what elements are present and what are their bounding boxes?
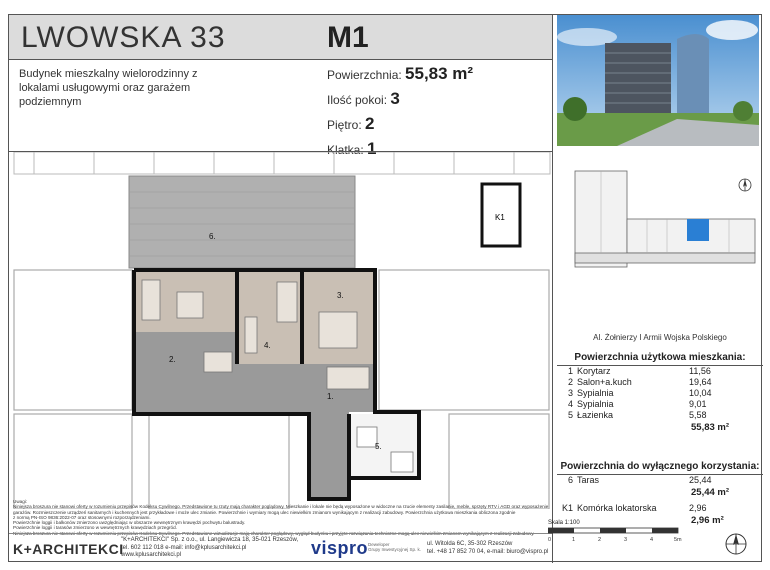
room-1-label: 1. [327, 392, 334, 401]
fact-area: Powierzchnia: 55,83 m² [327, 64, 474, 83]
unit-highlight [687, 219, 709, 241]
terrace-area [129, 176, 355, 268]
fact-rooms: Ilość pokoi: 3 [327, 89, 400, 108]
room-4-label: 4. [264, 341, 271, 350]
header-bar [9, 15, 552, 60]
floor-plan [9, 151, 552, 509]
exclusive-area-table [557, 461, 763, 527]
room-6-label: 6. [209, 232, 216, 241]
storage-k1-label: K1 [495, 213, 505, 222]
table-row: 4 Sypialnia 9,01 [567, 399, 707, 409]
room-2-label: 2. [169, 355, 176, 364]
storage-total: 2,96 m² [691, 515, 724, 526]
usable-area-title: Powierzchnia użytkowa mieszkania: [557, 352, 763, 366]
exclusive-area-title: Powierzchnia do wyłącznego korzystania: [557, 461, 763, 475]
table-row: 3 Sypialnia 10,04 [567, 388, 712, 398]
scale-bar [548, 520, 698, 550]
brochure-sheet [8, 14, 762, 562]
compass-icon [739, 179, 751, 191]
entry-floor [311, 412, 349, 497]
table-row: K1 Komórka lokatorska 2,96 [561, 503, 707, 513]
fact-staircase: Klatka: 1 [327, 139, 377, 158]
exclusive-area-total: 25,44 m² [691, 487, 730, 498]
scale-tick: 1 [572, 537, 576, 543]
table-row: 1 Korytarz 11,56 [567, 366, 711, 376]
table-row: 2 Salon+a.kuch 19,64 [567, 377, 712, 387]
building-description: Budynek mieszkalny wielorodzinny z lokalami usługowymi oraz garażem podziemnym [19, 68, 198, 108]
footer [9, 533, 552, 563]
table-row: 6 Taras 25,44 [567, 475, 712, 485]
floor-plan-drawing [9, 152, 552, 509]
scale-tick: 4 [650, 537, 654, 543]
usable-area-table [557, 352, 763, 434]
legal-notes: Uwagi: Niniejsza broszura nie stanowi oferty w rozumieniu przepisów Kodeksu Cywilnego. Przedstawione tu rzuty mają charakter poglądowy. Mieszkanie i lokale nie będą wyposażone w widoczne na rzucie elementy zasilanie, meble, sprzęty RTV i AGD oraz wyposażenie garażów. Rozmieszczenie urządzeń sanitarnych i kuchennych jest przykładowe i może ulec zmianie. Powierzchnie i wymiary mogą ulec niewielkim zmianom wynikającym z realizacji zabudowy. Powierzchnia użytkowa mieszkania obliczona zgodnie z normą PN-ISO 9836:2022-07 oraz stosownymi rozporządzeniami. Powierzchnie loggii i balkonów zmierzono uwzględniając w obszarze wewnętrznym krawędzi pochwytu balustrady. Powierzchnie loggii i tarasów zmierzono w wewnętrznych krawędziach przegród. Niniejsza broszura nie stanowi oferty w rozumieniu przepisów Kodeksu Cywilnego. Przedstawione wizualizacje mają charakter poglądowy, wygląd budynku i przyjęte rozwiązania techniczne mogą ulec niewielkim zmianom wynikającym z realizacji zabudowy. [13, 499, 549, 536]
site-key-plan [569, 165, 759, 287]
scale-tick: 0 [548, 537, 552, 543]
building-title: LWOWSKA 33 [21, 21, 226, 54]
scale-tick: 2 [598, 537, 602, 543]
unit-facts [327, 62, 473, 162]
compass-icon [724, 532, 748, 556]
room-3-label: 3. [337, 291, 344, 300]
usable-area-total: 55,83 m² [691, 422, 730, 433]
architect-logo: K+ARCHITEKCI [13, 541, 124, 557]
scale-label: Skala 1:100 [548, 520, 580, 526]
column-divider [552, 15, 553, 563]
table-row: 5 Łazienka 5,58 [567, 410, 707, 420]
developer-address: ul. Witolda 6C, 35-302 Rzeszów tel. +48 17 852 70 04, e-mail: biuro@vispro.pl [427, 541, 549, 555]
building-photo [557, 15, 759, 146]
street-name: Al. Żołnierzy I Armii Wojska Polskiego [593, 333, 727, 342]
fact-floor: Piętro: 2 [327, 114, 375, 133]
scale-tick: 5m [674, 537, 682, 543]
unit-code: M1 [327, 21, 369, 54]
developer-logo: vispro [311, 538, 369, 558]
architect-address: "K+ARCHITEKCI" Sp. z o.o., ul. Langiewicza 18, 35-021 Rzeszów, tel. 602 112 018 e-mail: info@kplusarchitekci.pl www.kplusarchitekci.pl [121, 537, 299, 558]
scale-tick: 3 [624, 537, 628, 543]
developer-subtitle: Deweloper Grupy Inwestycyjnej Sp. k. [368, 542, 422, 552]
room-5-label: 5. [375, 442, 382, 451]
